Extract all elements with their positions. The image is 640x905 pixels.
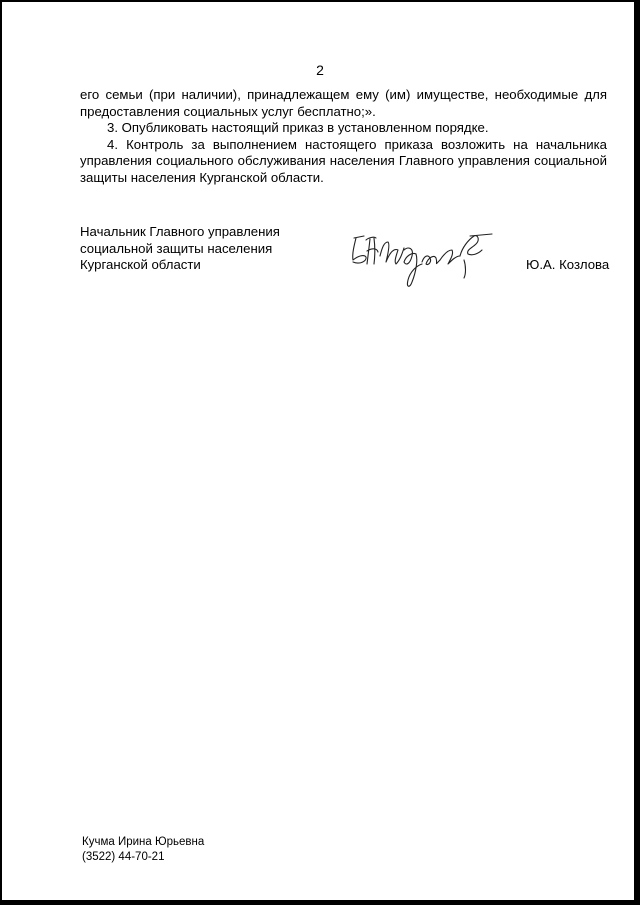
signer-title-line: социальной защиты населения	[80, 240, 273, 256]
signer-title-line: Курганской области	[80, 257, 201, 272]
contact-phone: (3522) 44-70-21	[82, 850, 165, 863]
contact-info	[82, 835, 204, 864]
paragraph-item-3: 3. Опубликовать настоящий приказ в установленном порядке.	[107, 120, 489, 135]
signature-icon	[344, 226, 504, 292]
paragraph-item-4: 4. Контроль за выполнением настоящего приказа возложить на начальника управления социального обслуживания населения Главного управления социальной защиты населения Курганской области.	[80, 136, 607, 185]
signer-name: Ю.А. Козлова	[526, 257, 610, 272]
signer-title-line: Начальник Главного управления	[80, 224, 280, 239]
paragraph-continuation: его семьи (при наличии), принадлежащем ему (им) имуществе, необходимые для предоставления социальных услуг бесплатно;».	[80, 87, 607, 119]
signer-title	[80, 224, 280, 274]
page-number: 2	[316, 62, 324, 78]
contact-name: Кучма Ирина Юрьевна	[82, 836, 205, 848]
document-body	[80, 87, 607, 186]
